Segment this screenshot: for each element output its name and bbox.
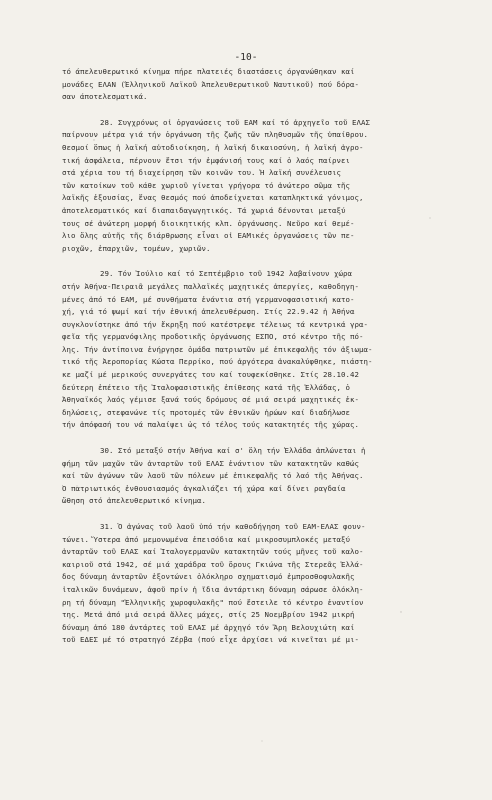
text-line: μονάδες ΕΛΑΝ (Έλληνικοῦ Λαϊκοῦ Άπελευθερωτικοῦ Ναυτικοῦ) πού δόρα- (62, 79, 359, 89)
text-line: της. Μετά ἀπό μιά σειρά ἄλλες μάχες, στίς 25 Νοεμβρίου 1942 μικρή (62, 610, 355, 620)
text-line: χή, γιά τό ψωμί καί τήν ἐθνική ἀπελευθέρωση. Στίς 22.9.42 ἡ Ἀθήνα (62, 307, 355, 317)
paragraph-31 (62, 521, 472, 647)
body-text (62, 66, 472, 660)
text-line: ρη τή δύναμη "Ἑλληνικῆς χωροφυλακῆς" πού ἔστειλε τό κέντρο ἐναντίον (62, 597, 364, 607)
text-line: 31. Ὁ ἀγώνας τοῦ λαοῦ ὑπό τήν καθοδήγηση τοῦ ΕΑΜ-ΕΛΑΣ φουν- (100, 522, 366, 531)
page-number: -10- (234, 52, 258, 63)
text-line: τήν ἀπόφασή του νά παλαίψει ὡς τό τέλος τούς κατακτητές τῆς χώρας. (62, 420, 359, 430)
text-line: 29. Τόν Ἰούλιο καί τό Σεπτέμβριο τοῦ 1942 λαβαίνουν χώρα (100, 269, 352, 279)
text-line: ὤθηση στό ἀπελευθερωτικό κίνημα. (62, 496, 206, 506)
text-line: στά χέρια του τή διαχείρηση τῶν κοινῶν του. Ἡ λαϊκή συνέλευσις (62, 168, 341, 178)
text-line: ριοχῶν, ἐπαρχιῶν, τομέων, χωριῶν. (62, 243, 211, 253)
paragraph-28 (62, 117, 472, 256)
text-line: Ἀθηναϊκός λαός γέμισε ξανά τούς δρόμους σέ μιά σειρά μαχητικές ἐκ- (62, 395, 359, 405)
text-line: στήν Ἀθήνα-Πειραιᾶ μεγάλες παλλαϊκές μαχητικές ἀπεργίες, καθοδηγη- (62, 281, 359, 291)
text-line: ἰταλικῶν δυνάμεων, ἀφοῦ πρίν ἡ ἴδια ἀντάρτικη δύναμη σάρωσε ὁλόκλη- (62, 584, 364, 594)
text-line: συγκλονίστηκε ἀπό τήν ἔκρηξη πού κατέστρεψε τέλειως τά κεντρικά γρα- (62, 319, 368, 329)
text-line: μένες ἀπό τό ΕΑΜ, μέ συνθήματα ἐνάντια στή γερμανοφασιστική κατο- (62, 294, 355, 304)
text-line: λιο ὅλης αὐτῆς τῆς διάρθρωσης εἶναι οἱ ΕΑΜικές ὀργανώσεις τῶν πε- (62, 231, 355, 241)
text-line: δος δύναμη ἀνταρτῶν ἐξοντώνει ὁλόκληρο σχηματισμό ἐμπροσθοφυλακῆς (62, 572, 355, 582)
text-line: ἀποτελεσματικός καί διαπαιδαγωγητικός. Τά χωριά δένονται μεταξύ (62, 205, 346, 215)
text-line: λαϊκῆς ἐξουσίας, ἕνας θεσμός πού ἀποδείχνεται καταπληκτικά γόνιμος, (62, 193, 364, 203)
text-line: τώνει. Ὕστερα ἀπό μεμονωμένα ἐπεισόδια καί μικροσυμπλοκές μεταξύ (62, 534, 350, 544)
text-line: δύναμη ἀπό 180 ἀντάρτες τοῦ ΕΛΑΣ μέ ἀρχηγό τόν Ἄρη Βελουχιώτη καί (62, 622, 355, 632)
paragraph-30 (62, 445, 472, 508)
text-line: δηλώσεις, στεφανώνε τίς προτομές τῶν ἐθνικῶν ἡρώων καί διαδήλωσε (62, 407, 350, 417)
text-line: 30. Στό μεταξύ στήν Ἀθήνα καί σ' ὅλη τήν Ἑλλάδα ἁπλώνεται ἡ (100, 446, 366, 456)
text-line: τους σέ ἀνώτερη μορφή διοικητικής κλπ. ὀργάνωσης. Νεῦρο καί θεμέ- (62, 218, 355, 228)
text-line: καιριοῦ στά 1942, σέ μιά χαράδρα τοῦ ὄρους Γκιώνα τῆς Στερεᾶς Ἑλλά- (62, 559, 364, 569)
text-line: κε μαζί μέ μερικούς συνεργάτες του καί τουφεκίσθηκε. Στίς 28.10.42 (62, 370, 359, 380)
text-line: ἀνταρτῶν τοῦ ΕΛΑΣ καί Ἰταλογερμανῶν κατακτητῶν τούς μῆνες τοῦ καλο- (62, 547, 364, 557)
text-line: φήμη τῶν μαχῶν τῶν ἀνταρτῶν τοῦ ΕΛΑΣ ἐνάντιον τῶν κατακτητῶν καθώς (62, 458, 359, 468)
text-line: 28. Συγχρόνως οἱ ὀργανώσεις τοῦ ΕΑΜ καί τό ἀρχηγεῖο τοῦ ΕΛΑΣ (100, 117, 370, 127)
text-line: λης. Τήν ἀντίποινα ἐνήργησε ὁμάδα πατριωτῶν μέ ἐπικεφαλῆς τόν ἀξιωμα- (62, 344, 373, 354)
text-line: παίρνουν μέτρα γιά τήν ὀργάνωση τῆς ζωῆς τῶν πληθυσμῶν τῆς ὑπαίθρου. (62, 130, 368, 140)
text-line: τικό τῆς Ἀεροπορίας Κώστα Περρίκο, πού ἀργότερα ἀνακαλύφθηκε, πιάστη- (62, 357, 373, 367)
text-line: τική ἀσφάλεια, πέρνουν ἔτσι τήν ἐμφάνισή τους καί ὁ λαός παίρνει (62, 155, 350, 165)
text-line: Θεσμοί ὅπως ἡ λαϊκή αὐτοδιοίκηση, ἡ λαϊκή δικαιοσύνη, ἡ λαϊκή ἀγρο- (62, 142, 364, 152)
paragraph-intro (62, 66, 472, 104)
text-line: δεύτερη ἐπέτειο τῆς Ἰταλοφασιστικῆς ἐπίθεσης κατά τῆς Ἑλλάδας, ὁ (62, 382, 350, 392)
text-line: τοῦ ΕΔΕΣ μέ τό στρατηγό Ζέρβα (πού εἶχε ἀρχίσει νά κινεῖται μέ μι- (62, 635, 359, 645)
text-line: φεῖα τῆς γερμανόφιλης προδοτικῆς ὀργάνωσης ΕΣΠΟ, στό κέντρο τῆς πό- (62, 332, 364, 342)
text-line: καί τῶν ἀγώνων τῶν λαοῦ τῶν πόλεων μέ ἐπικεφαλῆς τό λαό τῆς Ἀθήνας. (62, 471, 364, 481)
text-line: τό άπελευθερωτικό κίνημα πήρε πλατειές διαστάσεις όργανώθηκαν καί (62, 67, 355, 76)
text-line: τῶν κατοίκων τοῦ κάθε χωριοῦ γίνεται γρήγορα τό ἀνώτερο σῶμα τῆς (62, 180, 350, 190)
text-line: Ὁ πατριωτικός ἐνθουσιασμός ἀγκαλιάζει τή χώρα καί δίνει ραγδαία (62, 483, 346, 493)
text-line: σαν άποτελεσματικά. (62, 92, 148, 102)
ink-speck (261, 740, 262, 741)
paragraph-29 (62, 268, 472, 432)
